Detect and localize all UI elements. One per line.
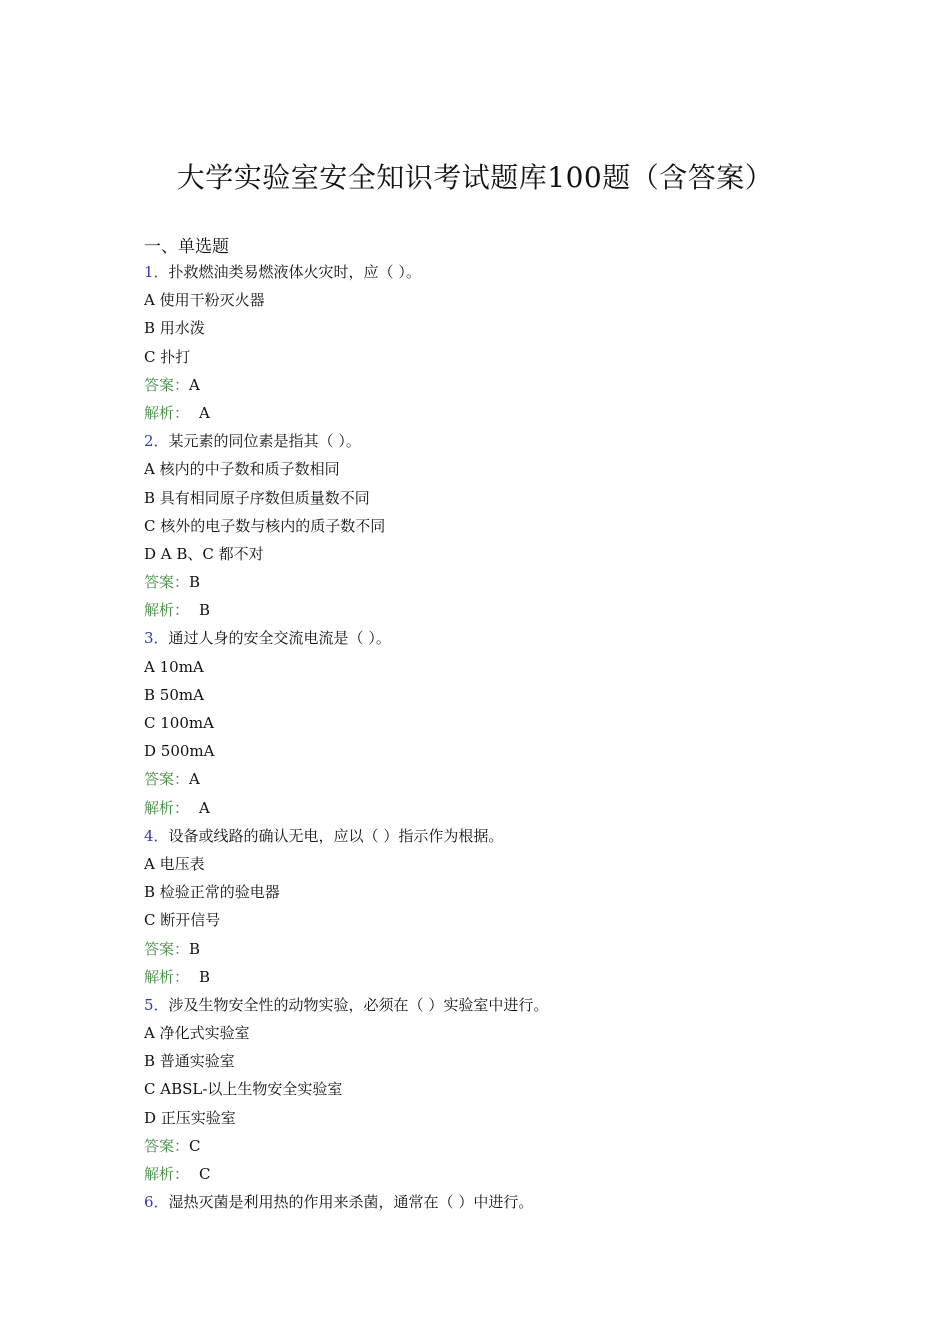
option-letter: B — [144, 319, 156, 338]
option-line — [144, 455, 904, 483]
option-letter: A — [144, 657, 155, 676]
answer-label: 答案： — [144, 375, 190, 394]
answer-value: A — [189, 770, 200, 789]
analysis-line — [144, 1160, 904, 1188]
option-letter: B — [144, 488, 156, 507]
option-letter: D — [144, 742, 157, 761]
question-stem — [144, 624, 904, 652]
option-text: 10mA — [154, 657, 204, 676]
question-text: 设备或线路的确认无电，应以（ ）指示作为根据。 — [168, 826, 504, 845]
option-letter: B — [144, 685, 156, 704]
answer-line — [144, 1132, 904, 1160]
analysis-value: B — [199, 601, 211, 620]
question-text: 湿热灭菌是利用热的作用来杀菌，通常在（ ）中进行。 — [168, 1193, 534, 1212]
option-letter: D — [144, 1108, 157, 1127]
option-text: 50mA — [155, 685, 204, 704]
question-stem — [144, 1188, 904, 1216]
option-letter: D — [144, 544, 157, 563]
option-text: 用水泼 — [155, 319, 205, 338]
option-text: 正压实验室 — [156, 1108, 236, 1127]
option-line — [144, 681, 904, 709]
option-text: 500mA — [156, 742, 215, 761]
answer-value: B — [189, 939, 201, 958]
option-line — [144, 1047, 904, 1075]
question-stem — [144, 427, 904, 455]
question-list — [144, 258, 904, 1216]
answer-line — [144, 568, 904, 596]
option-letter: C — [144, 1080, 156, 1099]
question-number: 4． — [144, 826, 169, 845]
option-letter: A — [144, 291, 155, 310]
document-title: 大学实验室安全知识考试题库100题（含答案） — [176, 161, 774, 194]
option-text: ABSL-以上生物安全实验室 — [155, 1080, 343, 1099]
option-letter: B — [144, 1052, 156, 1071]
question-text: 涉及生物安全性的动物实验，必须在（ ）实验室中进行。 — [168, 995, 549, 1014]
section-heading: 一、单选题 — [144, 237, 229, 257]
option-line — [144, 1019, 904, 1047]
question-number: 2． — [144, 432, 169, 451]
option-text: 核外的电子数与核内的质子数不同 — [155, 516, 386, 535]
answer-line — [144, 935, 904, 963]
analysis-label: 解析： — [144, 403, 190, 422]
option-text: 扑打 — [155, 347, 191, 366]
option-line — [144, 653, 904, 681]
analysis-label: 解析： — [144, 1165, 190, 1183]
option-line — [144, 343, 904, 371]
answer-label: 答案： — [144, 939, 190, 958]
option-line — [144, 540, 904, 568]
option-text: 检验正常的验电器 — [155, 883, 280, 902]
option-text: 电压表 — [154, 854, 205, 873]
option-letter: A — [144, 854, 155, 873]
analysis-line — [144, 596, 904, 624]
answer-label: 答案： — [144, 770, 190, 789]
analysis-value: A — [199, 403, 210, 422]
question-stem — [144, 991, 904, 1019]
option-letter: C — [144, 347, 156, 366]
option-line — [144, 286, 904, 314]
question-stem — [144, 822, 904, 850]
question-number: 3． — [144, 629, 169, 648]
option-text: 净化式实验室 — [154, 1024, 250, 1043]
option-text: A B、C 都不对 — [156, 544, 264, 563]
question-number: 1． — [144, 263, 169, 281]
option-letter: B — [144, 883, 156, 902]
option-line — [144, 1075, 904, 1103]
option-text: 核内的中子数和质子数相同 — [154, 460, 340, 479]
question-number: 6． — [144, 1193, 169, 1212]
option-text: 具有相同原子序数但质量数不同 — [155, 488, 370, 507]
question-text: 扑救燃油类易燃液体火灾时，应（ ）。 — [168, 263, 421, 281]
analysis-line — [144, 963, 904, 991]
analysis-line — [144, 794, 904, 822]
option-letter: A — [144, 460, 155, 479]
option-letter: C — [144, 911, 156, 930]
analysis-label: 解析： — [144, 798, 190, 817]
option-line — [144, 878, 904, 906]
option-letter: A — [144, 1024, 155, 1043]
option-line — [144, 737, 904, 765]
analysis-value: C — [199, 1165, 211, 1183]
answer-value: A — [189, 375, 200, 394]
option-text: 使用干粉灭火器 — [154, 291, 265, 310]
option-line — [144, 1104, 904, 1132]
question-number: 5． — [144, 995, 169, 1014]
option-line — [144, 906, 904, 934]
question-text: 某元素的同位素是指其（ ）。 — [168, 432, 361, 451]
option-letter: C — [144, 714, 156, 732]
answer-value: C — [189, 1136, 201, 1155]
option-line — [144, 709, 904, 737]
option-text: 断开信号 — [155, 911, 221, 930]
question-text: 通过人身的安全交流电流是（ ）。 — [168, 629, 391, 648]
answer-line — [144, 371, 904, 399]
analysis-value: B — [199, 967, 211, 986]
analysis-label: 解析： — [144, 967, 190, 986]
answer-label: 答案： — [144, 573, 190, 592]
option-line — [144, 512, 904, 540]
option-line — [144, 850, 904, 878]
option-letter: C — [144, 516, 156, 535]
analysis-line — [144, 399, 904, 427]
analysis-label: 解析： — [144, 601, 190, 620]
answer-line — [144, 765, 904, 793]
option-text: 普通实验室 — [155, 1052, 235, 1071]
question-stem — [144, 258, 904, 286]
option-text: 100mA — [155, 714, 214, 732]
option-line — [144, 314, 904, 342]
option-line — [144, 484, 904, 512]
answer-value: B — [189, 573, 201, 592]
answer-label: 答案： — [144, 1136, 190, 1155]
analysis-value: A — [199, 798, 210, 817]
